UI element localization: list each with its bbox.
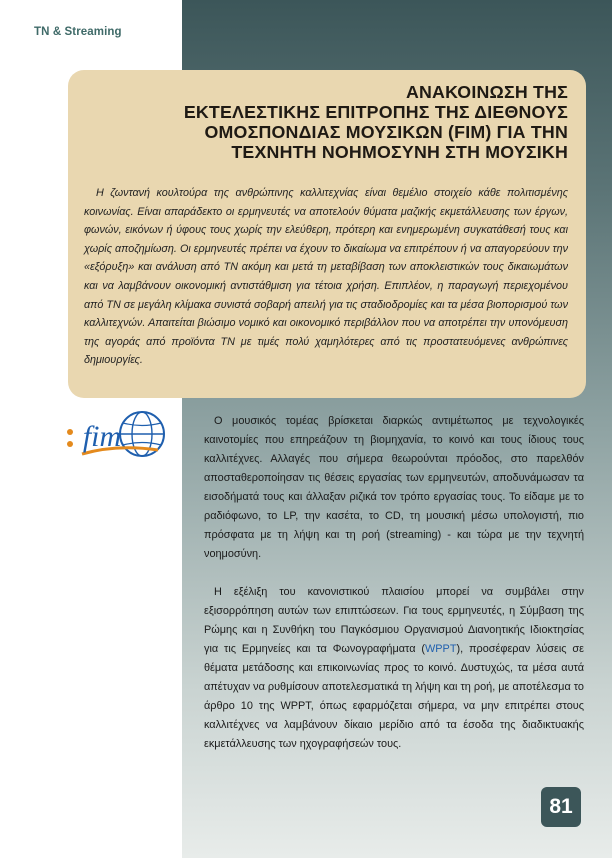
article-paragraph: Ο μουσικός τομέας βρίσκεται διαρκώς αντιμέτωπος με τεχνολογικές καινοτομίες που επηρεάζουν τη βιομηχανία, το κοινό και τους ίδιους τους καλλιτέχνες. Αλλαγές που σήμερα θεωρούνται πρόοδος, στο παρελθόν αποσταθεροποίησαν τις θέσεις εργασίας των ερμηνευτών, αποδυνάμωσαν τα εισοδήματά τους και άλλαξαν ριζικά τον τρόπο εργασίας τους. Το είδαμε με το ραδιόφωνο, το LP, την κασέτα, το CD, τη μουσική μέσω υπολογιστή, πιο πρόσφατα με τη λήψη και τη ροή (streaming) - και τώρα με την τεχνητή νοημοσύνη. (204, 415, 584, 560)
section-label: TN & Streaming (34, 26, 122, 38)
fim-logo (62, 404, 172, 464)
article-paragraph (204, 583, 584, 754)
callout-title-line: ΑΝΑΚΟΙΝΩΣΗ ΤΗΣ (405, 82, 568, 102)
callout-title (84, 82, 568, 162)
logo-text: fim (82, 420, 122, 453)
main-article (204, 412, 584, 754)
fim-logo-graphic (62, 404, 172, 464)
paragraph-text: Η εξέλιξη του κανονιστικού πλαισίου μπορεί να συμβάλει στην εξισορρόπηση αυτών των επιπτώσεων. Για τους ερμηνευτές, η Σύμβαση της Ρώμης και η Συνθήκη του Παγκόσμιου Οργανισμού Διανοητικής Ιδιοκτησίας για τις Ερμηνείες και τα Φωνογραφήματα ( (204, 586, 584, 655)
wppt-link[interactable]: WPPT (425, 643, 457, 655)
callout-title-line: ΕΚΤΕΛΕΣΤΙΚΗΣ ΕΠΙΤΡΟΠΗΣ ΤΗΣ ΔΙΕΘΝΟΥΣ (183, 102, 568, 122)
callout-title-line: ΟΜΟΣΠΟΝΔΙΑΣ ΜΟΥΣΙΚΩΝ (FIM) ΓΙΑ ΤΗΝ (204, 122, 568, 142)
paragraph-text: ), προσέφεραν λύσεις σε θέματα μετάδοσης και επικοινωνίας προς το κοινό. Δυστυχώς, τα μέσα αυτά απέτυχαν να ρυθμίσουν αποτελεσματικά τη λήψη και τη ροή, με αποτέλεσμα το άρθρο 10 της WPPT, όπως εφαρμόζεται σήμερα, να μην επιτρέπει στους καλλιτέχνες να λαμβάνουν δίκαιο μερίδιο από τα έσοδα της διαδικτυακής εκμετάλλευσης των ηχογραφήσεών τους. (204, 643, 584, 750)
announcement-callout (68, 70, 586, 398)
callout-title-line: ΤΕΧΝΗΤΗ ΝΟΗΜΟΣΥΝΗ ΣΤΗ ΜΟΥΣΙΚΗ (231, 142, 568, 162)
page-number: 81 (541, 787, 581, 827)
callout-body: Η ζωντανή κουλτούρα της ανθρώπινης καλλιτεχνίας είναι θεμέλιο στοιχείο κάθε πολιτισμένης κοινωνίας. Είναι απαράδεκτο οι ερμηνευτές να αποτελούν θύματα μαζικής εκμετάλλευσης των έργων, φωνών, εικόνων ή ύφους τους χωρίς την ελεύθερη, πρότερη και ενημερωμένη συγκατάθεσή τους και χωρίς αποζημίωση. Οι ερμηνευτές πρέπει να έχουν το δικαίωμα να επιτρέπουν ή να απαγορεύουν την «εξόρυξη» και ανάλυση από ΤΝ ακόμη και μετά τη μεταβίβαση των αποκλειστικών τους δικαιωμάτων και να λαμβάνουν οικονομική αντιστάθμιση για τέτοια χρήση. Επιπλέον, η παραγωγή περιεχομένου από ΤΝ σε μεγάλη κλίμακα συνιστά σοβαρή απειλή για τις σταδιοδρομίες και τα μέσα βιοπορισμού των καλλιτεχνών. Απαιτείται βιώσιμο νομικό και οικονομικό περιβάλλον που να αποτρέπει την υπονόμευση της αγοράς από προϊόντα ΤΝ με τιμές πολύ χαμηλότερες από τις προστατευόμενες ανθρώπινες δημιουργίες. (84, 187, 568, 367)
